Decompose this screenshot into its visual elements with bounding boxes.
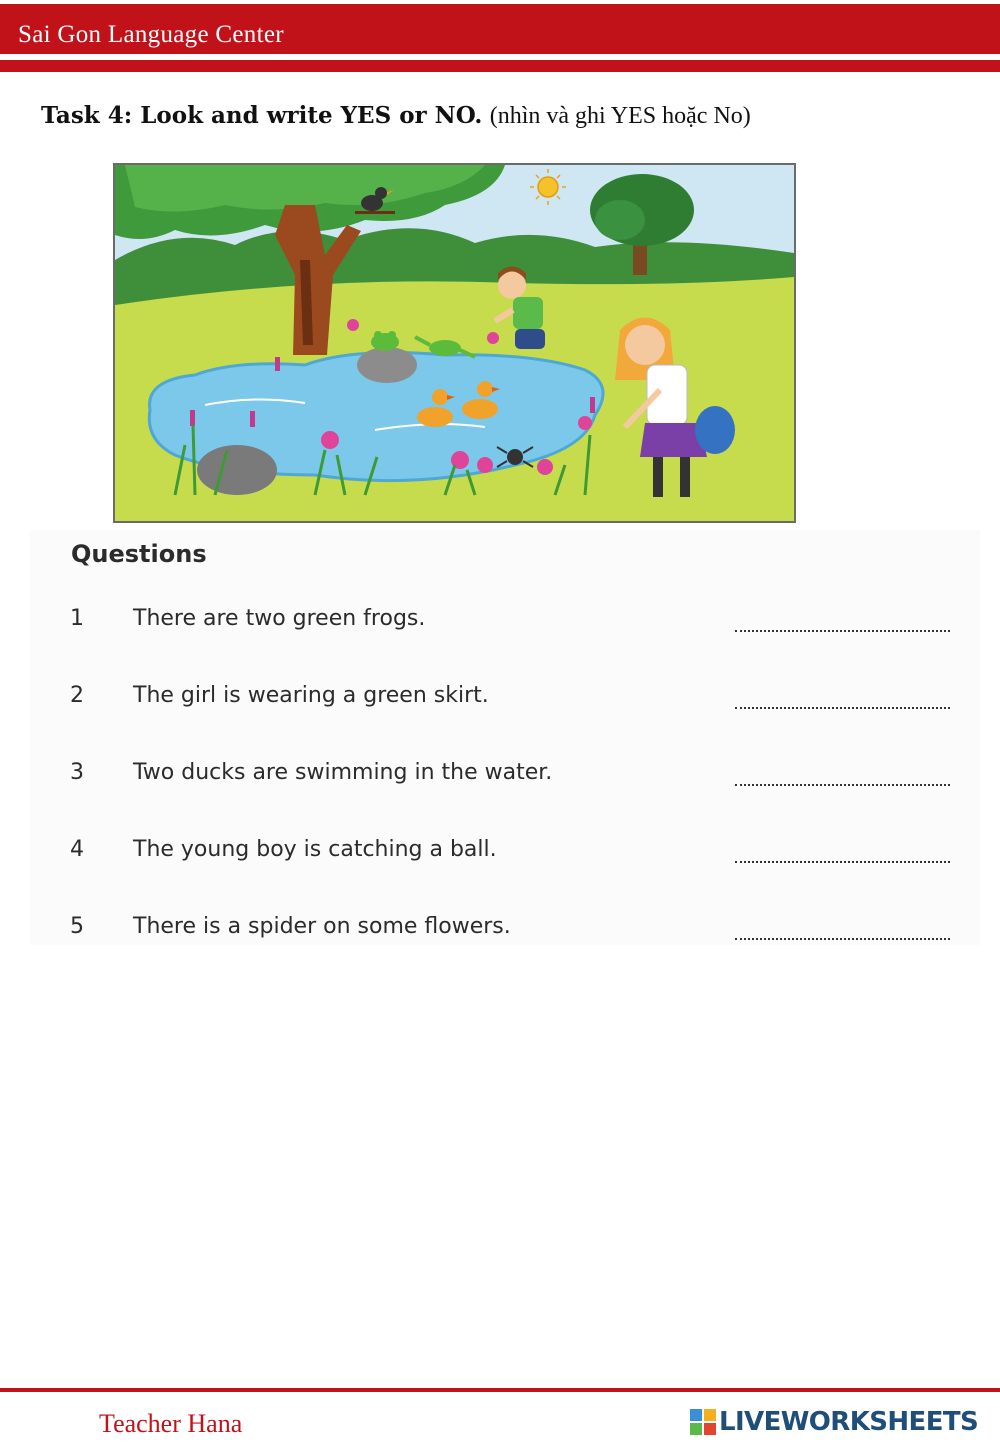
header-title: Sai Gon Language Center <box>18 21 284 48</box>
question-row <box>30 914 980 948</box>
question-text: Two ducks are swimming in the water. <box>133 760 553 785</box>
answer-blank[interactable] <box>735 930 950 940</box>
question-number: 2 <box>70 683 84 708</box>
task-heading-note: (nhìn và ghi YES hoặc No) <box>489 103 751 129</box>
header-rule <box>0 60 1000 72</box>
question-row <box>30 606 980 640</box>
scene-illustration <box>113 163 796 523</box>
task-heading <box>41 102 751 130</box>
frog-icon <box>371 331 399 351</box>
question-row <box>30 683 980 717</box>
header-bar <box>0 4 1000 54</box>
question-number: 4 <box>70 837 84 862</box>
questions-title: Questions <box>71 540 207 568</box>
question-row <box>30 837 980 871</box>
liveworksheets-wordmark: LIVEWORKSHEETS <box>719 1407 979 1437</box>
questions-panel <box>30 530 980 945</box>
liveworksheets-brand[interactable] <box>690 1404 978 1440</box>
liveworksheets-logo-icon <box>690 1409 717 1436</box>
question-text: The girl is wearing a green skirt. <box>133 683 489 708</box>
question-number: 5 <box>70 914 84 939</box>
answer-blank[interactable] <box>735 776 950 786</box>
footer-rule <box>0 1388 1000 1392</box>
question-number: 3 <box>70 760 84 785</box>
question-text: There are two green frogs. <box>133 606 426 631</box>
question-row <box>30 760 980 794</box>
question-text: The young boy is catching a ball. <box>133 837 497 862</box>
answer-blank[interactable] <box>735 699 950 709</box>
question-number: 1 <box>70 606 84 631</box>
question-text: There is a spider on some flowers. <box>133 914 511 939</box>
answer-blank[interactable] <box>735 853 950 863</box>
answer-blank[interactable] <box>735 622 950 632</box>
footer-teacher: Teacher Hana <box>99 1409 243 1438</box>
task-heading-bold: Task 4: Look and write YES or NO. <box>41 102 483 129</box>
